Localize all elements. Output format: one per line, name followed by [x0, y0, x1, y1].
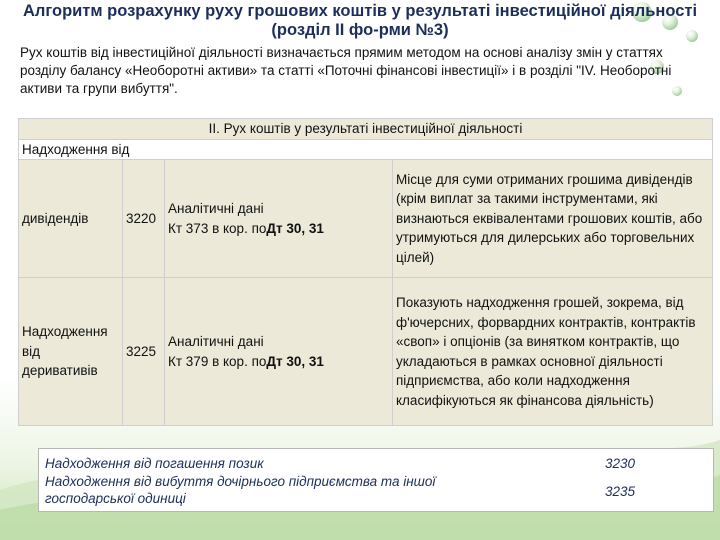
- intro-text: визначається прямим методом на основі аналізу змін у статтях розділу балансу «Необоротні активи» та статті «Поточні фінансові інвестиції» і в розділі "IV. Необоротні активи та групи вибуття".: [20, 45, 672, 96]
- row-name: Надходження від деривативів: [19, 278, 123, 426]
- investment-table: [18, 118, 713, 426]
- source-account: [168, 352, 389, 372]
- bottom-item-code: 3235: [605, 484, 636, 499]
- row-code: 3225: [123, 278, 165, 426]
- row-source: [165, 160, 393, 278]
- source-account-bold: Дт 30, 31: [266, 353, 324, 369]
- intro-paragraph: [20, 44, 710, 98]
- source-account-text: Кт 379 в кор. по: [168, 353, 267, 369]
- row-name: дивідендів: [19, 160, 123, 278]
- table-row: [19, 278, 713, 426]
- income-header: Надходження від: [19, 139, 713, 160]
- source-account-bold: Дт 30, 31: [266, 220, 324, 236]
- row-source: [165, 278, 393, 426]
- bottom-items-box: [38, 448, 714, 512]
- row-description: Показують надходження грошей, зокрема, від ф'ючерсних, форвардних контрактів, контрактів «своп» і опціонів (за винятком контрактів, що укладаються в рамках основної діяльності підприємства, або коли надходження класифікуються як фінансова діяльність): [393, 278, 713, 426]
- intro-lead: Рух коштів від інвестиційної діяльності: [20, 45, 263, 60]
- source-account: [168, 219, 389, 239]
- source-account-text: Кт 373 в кор. по: [168, 220, 267, 236]
- page-title: Алгоритм розрахунку руху грошових коштів у результаті інвестиційної діяльності (розділ ІІ фо-рми №3): [22, 2, 698, 39]
- source-line: Аналітичні дані: [168, 201, 264, 216]
- bottom-item-label: Надходження від погашення позик: [45, 456, 264, 471]
- section-header: II. Рух коштів у результаті інвестиційної діяльності: [19, 119, 713, 140]
- bottom-item-code: 3230: [605, 456, 636, 471]
- row-code: 3220: [123, 160, 165, 278]
- row-description: Місце для суми отриманих грошима дивідендів (крім виплат за такими інструментами, які визнаються еквівалентами грошових коштів, або утримуються для дилерських або торговельних цілей): [393, 160, 713, 278]
- table-row: [19, 160, 713, 278]
- bottom-item-label: Надходження від вибуття дочірнього підприємства та іншої господарської одиниці: [45, 474, 436, 506]
- source-line: Аналітичні дані: [168, 334, 264, 349]
